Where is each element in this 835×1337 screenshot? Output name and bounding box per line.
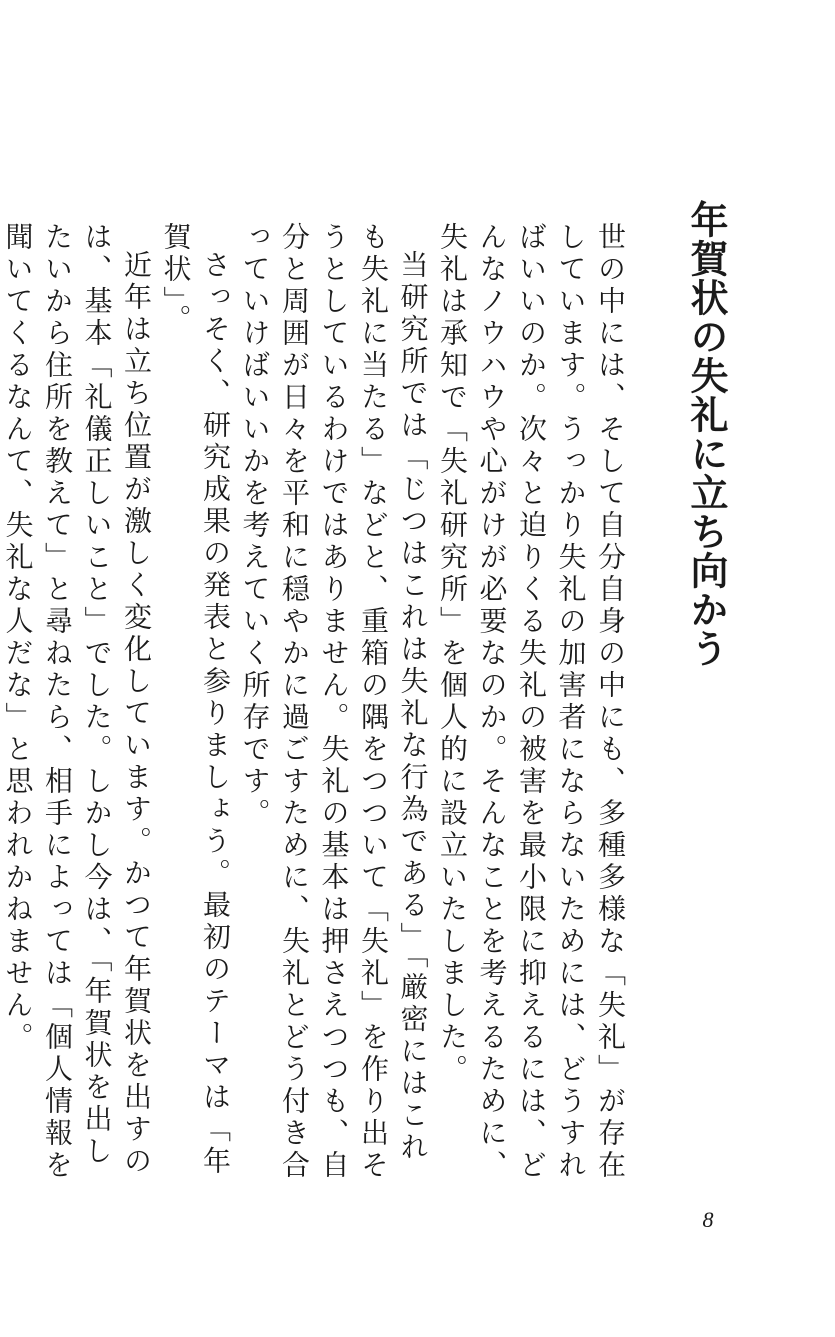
- body-text: [1, 222, 630, 1182]
- chapter-title: 年賀状の失礼に立ち向かう: [684, 200, 729, 668]
- paragraph-4: 近年は立ち位置が激しく変化しています。かつて年賀状を出すのは、基本「礼儀正しいこと」でした。しかし今は、「年賀状を出したいから住所を教えて」と尋ねたら、相手によっては「個人情報を聞いてくるなんて、失礼な人だな」と思われかねません。: [1, 222, 153, 1182]
- page-number: 8: [702, 1207, 714, 1232]
- paragraph-3: さっそく、研究成果の発表と参りましょう。最初のテーマは「年賀状」。: [159, 222, 232, 1178]
- paragraph-2: 当研究所では「じつはこれは失礼な行為である」「厳密にはこれも失礼に当たる」などと、重箱の隅をつついて「失礼」を作り出そうとしているわけではありません。失礼の基本は押さえつつも、自分と周囲が日々を平和に穏やかに過ごすために、失礼とどう付き合っていけばいいかを考えていく所存です。: [238, 222, 430, 1182]
- paragraph-1: 世の中には、そして自分自身の中にも、多種多様な「失礼」が存在しています。うっかり失礼の加害者にならないためには、どうすればいいのか。次々と迫りくる失礼の被害を最小限に抑えるには、どんなノウハウや心がけが必要なのか。そんなことを考えるために、失礼は承知で「失礼研究所」を個人的に設立いたしました。: [436, 222, 627, 1182]
